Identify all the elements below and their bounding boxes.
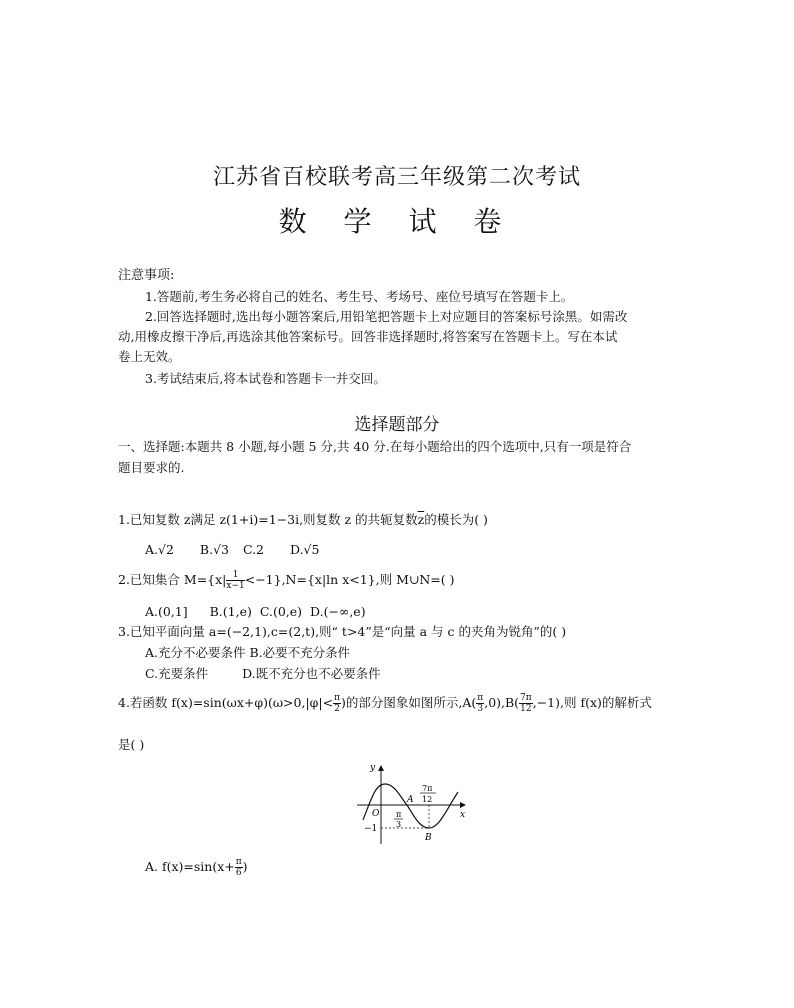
q4-phi-den: 2: [334, 704, 340, 714]
q1-stem-b: 的模长为( ): [424, 512, 488, 527]
q1-option-b: B.√3: [199, 542, 229, 557]
question-4-option-a: [145, 857, 248, 878]
q1-conjugate-z: $\overline{z}$: [417, 512, 425, 527]
q4-stem-b: )的部分图象如图所示,A(: [341, 695, 477, 710]
notice-item-2-line-1: 2.回答选择题时,选出每小题答案后,用铅笔把答题卡上对应题目的答案标号涂黑。如需改: [145, 309, 628, 324]
q2-option-c: C.(0,e): [259, 604, 303, 619]
notice-item-2-line-2: 动,用橡皮擦干净后,再选涂其他答案标号。回答非选择题时,将答案写在答题卡上。写在本试: [118, 329, 618, 344]
graph-point-b: B: [425, 833, 432, 843]
q4-stem-c: ,0),B(: [484, 695, 520, 710]
question-3-options-row-2: [145, 664, 381, 684]
section-title: 选择题部分: [354, 415, 440, 435]
graph-pi712-den: 12: [422, 795, 433, 804]
graph-origin: O: [372, 809, 380, 819]
graph-neg-one: −1: [364, 824, 378, 834]
q4-stem-d: ,−1),则 f(x)的解析式: [532, 695, 652, 710]
q4-a-den: 3: [477, 704, 484, 714]
q4-option-a-den: 6: [235, 868, 242, 878]
q4-b-num: 7π: [520, 693, 532, 703]
q4-phi-fraction: [333, 693, 341, 714]
notice-item-2-line-3: 卷上无效。: [118, 349, 181, 364]
q2-fraction: [226, 570, 244, 591]
notice-item-1: 1.答题前,考生务必将自己的姓名、考生号、考场号、座位号填写在答题卡上。: [145, 289, 574, 304]
question-2-stem: [118, 570, 455, 591]
q2-option-d: D.(−∞,e): [310, 604, 366, 619]
q2-stem-a: 2.已知集合 M={x|: [118, 572, 227, 587]
q1-option-c: C.2: [242, 542, 265, 557]
q4-stem-a: 4.若函数 f(x)=sin(ωx+φ)(ω>0,|φ|<: [118, 695, 334, 710]
q1-option-d: D.√5: [290, 542, 320, 557]
q3-option-b: B.必要不充分条件: [249, 645, 351, 660]
q1-option-a: A.√2: [145, 542, 174, 557]
q4-b-fraction: [519, 693, 533, 714]
notice-item-3: 3.考试结束后,将本试卷和答题卡一并交回。: [145, 371, 386, 386]
question-2-options: [145, 602, 366, 622]
q4-b-den: 12: [520, 704, 532, 714]
q2-frac-num: 1: [226, 570, 244, 581]
section-intro-line-1: 一、选择题:本题共 8 小题,每小题 5 分,共 40 分.在每小题给出的四个选项中,只有一项是符合: [118, 439, 632, 454]
q2-option-b: B.(1,e): [209, 604, 252, 619]
graph-x-label: x: [460, 810, 466, 820]
q4-phi-num: π: [334, 693, 341, 703]
q2-frac-den: x−1: [226, 581, 245, 591]
q3-option-c: C.充要条件: [145, 666, 209, 681]
q4-option-a-fraction: [235, 857, 243, 878]
graph-pi3-num: π: [396, 810, 402, 819]
question-4-stem: [118, 693, 652, 714]
q4-option-a-num: π: [235, 857, 242, 867]
question-3-options-row-1: [145, 643, 350, 663]
q4-option-a-prefix: A. f(x)=sin(x+: [145, 859, 235, 874]
subject-title: 数 学 试 卷: [278, 205, 516, 238]
q3-option-a: A.充分不必要条件: [145, 645, 246, 660]
sine-graph: [355, 762, 470, 847]
notice-heading: 注意事项:: [118, 268, 175, 283]
question-1-options: [145, 540, 319, 560]
question-3-stem: 3.已知平面向量 a=(−2,1),c=(2,t),则“ t>4”是“向量 a 与 c 的夹角为锐角”的( ): [118, 624, 567, 639]
q2-option-a: A.(0,1]: [145, 604, 188, 619]
graph-y-label: y: [370, 763, 376, 773]
q2-stem-b: <−1},N={x|ln x<1},则 M∪N=( ): [244, 572, 455, 587]
exam-title: 江苏省百校联考高三年级第二次考试: [212, 165, 581, 190]
q3-option-d: D.既不充分也不必要条件: [242, 666, 381, 681]
question-4-stem-line-2: 是( ): [118, 737, 145, 752]
q4-a-num: π: [477, 693, 484, 703]
q4-option-a-suffix: ): [242, 859, 248, 874]
q1-stem-a: 1.已知复数 z满足 z(1+i)=1−3i,则复数 z 的共轭复数: [118, 512, 418, 527]
graph-point-a: A: [407, 795, 414, 805]
graph-pi3-den: 3: [396, 820, 402, 829]
question-1-stem: [118, 510, 488, 530]
graph-pi712-num: 7π: [422, 784, 433, 793]
section-intro-line-2: 题目要求的.: [118, 460, 185, 475]
sine-curve: [363, 784, 458, 828]
